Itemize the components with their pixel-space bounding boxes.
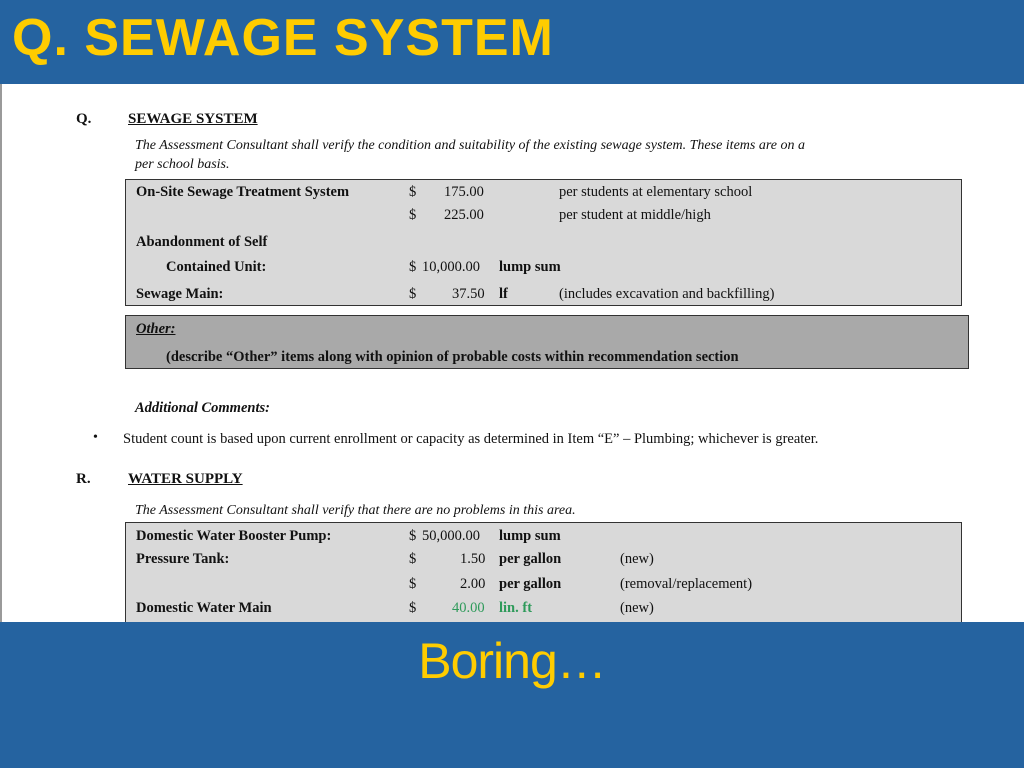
table-cell-currency: $ bbox=[409, 286, 417, 302]
section-r-heading: WATER SUPPLY bbox=[128, 471, 243, 487]
table-cell-unit: per gallon bbox=[499, 551, 562, 567]
section-q-heading: SEWAGE SYSTEM bbox=[128, 111, 258, 127]
table-cell-unit: lump sum bbox=[499, 528, 561, 544]
section-q-intro-2: per school basis. bbox=[135, 157, 230, 172]
table-cell-currency: $ bbox=[409, 528, 417, 544]
bullet-symbol: • bbox=[93, 430, 98, 445]
table-cell-amount: 2.00 bbox=[460, 576, 486, 592]
table-cell-unit: lump sum bbox=[499, 259, 561, 275]
table-cell-note: per students at elementary school bbox=[559, 184, 753, 200]
section-q-letter: Q. bbox=[76, 111, 92, 127]
additional-comments-label: Additional Comments: bbox=[135, 400, 270, 416]
table-cell-item: Domestic Water Booster Pump: bbox=[136, 528, 332, 544]
other-text: (describe “Other” items along with opinion of probable costs within recommendation section bbox=[166, 349, 739, 365]
table-cell-item: Domestic Water Main bbox=[136, 600, 272, 616]
section-r-intro: The Assessment Consultant shall verify that there are no problems in this area. bbox=[135, 503, 576, 518]
table-cell-currency: $ bbox=[409, 259, 417, 275]
table-cell-item: Pressure Tank: bbox=[136, 551, 230, 567]
table-cell-amount: 40.00 bbox=[452, 600, 485, 616]
bullet-text: Student count is based upon current enrollment or capacity as determined in Item “E” – Plumbing; whichever is greater. bbox=[123, 431, 819, 447]
table-cell-unit: lin. ft bbox=[499, 600, 533, 616]
table-cell-note: (removal/replacement) bbox=[620, 576, 753, 592]
table-cell-amount: 225.00 bbox=[444, 207, 484, 223]
page-edge bbox=[0, 84, 2, 622]
table-cell-unit: lf bbox=[499, 286, 508, 302]
table-cell-amount: 175.00 bbox=[444, 184, 484, 200]
title-bar bbox=[0, 0, 1024, 84]
table-cell-note: per student at middle/high bbox=[559, 207, 711, 223]
table-cell-currency: $ bbox=[409, 600, 417, 616]
slide-title: Q. SEWAGE SYSTEM bbox=[12, 9, 554, 67]
other-label: Other: bbox=[136, 321, 176, 337]
sewage-cost-table bbox=[125, 179, 962, 306]
section-q-intro-1: The Assessment Consultant shall verify the condition and suitability of the existing sewage system. These items are on a bbox=[135, 138, 805, 153]
table-cell-unit: per gallon bbox=[499, 576, 562, 592]
water-cost-table bbox=[125, 522, 962, 622]
table-cell-currency: $ bbox=[409, 184, 417, 200]
table-cell-currency: $ bbox=[409, 551, 417, 567]
table-cell-note: (includes excavation and backfilling) bbox=[559, 286, 775, 302]
table-cell-item: Sewage Main: bbox=[136, 286, 224, 302]
table-cell-item: Abandonment of Self bbox=[136, 234, 268, 250]
table-cell-note: (new) bbox=[620, 551, 654, 567]
table-cell-amount: 37.50 bbox=[452, 286, 485, 302]
section-r-letter: R. bbox=[76, 471, 91, 487]
table-cell-currency: $ bbox=[409, 576, 417, 592]
other-items-box bbox=[125, 315, 969, 369]
table-cell-item: Contained Unit: bbox=[166, 259, 267, 275]
document-scan bbox=[0, 84, 1024, 622]
table-cell-amount: 10,000.00 bbox=[422, 259, 480, 275]
table-cell-amount: 1.50 bbox=[460, 551, 486, 567]
table-cell-amount: 50,000.00 bbox=[422, 528, 480, 544]
table-cell-item: On-Site Sewage Treatment System bbox=[136, 184, 350, 200]
slide-caption: Boring… bbox=[418, 633, 606, 689]
table-cell-note: (new) bbox=[620, 600, 654, 616]
table-cell-currency: $ bbox=[409, 207, 417, 223]
